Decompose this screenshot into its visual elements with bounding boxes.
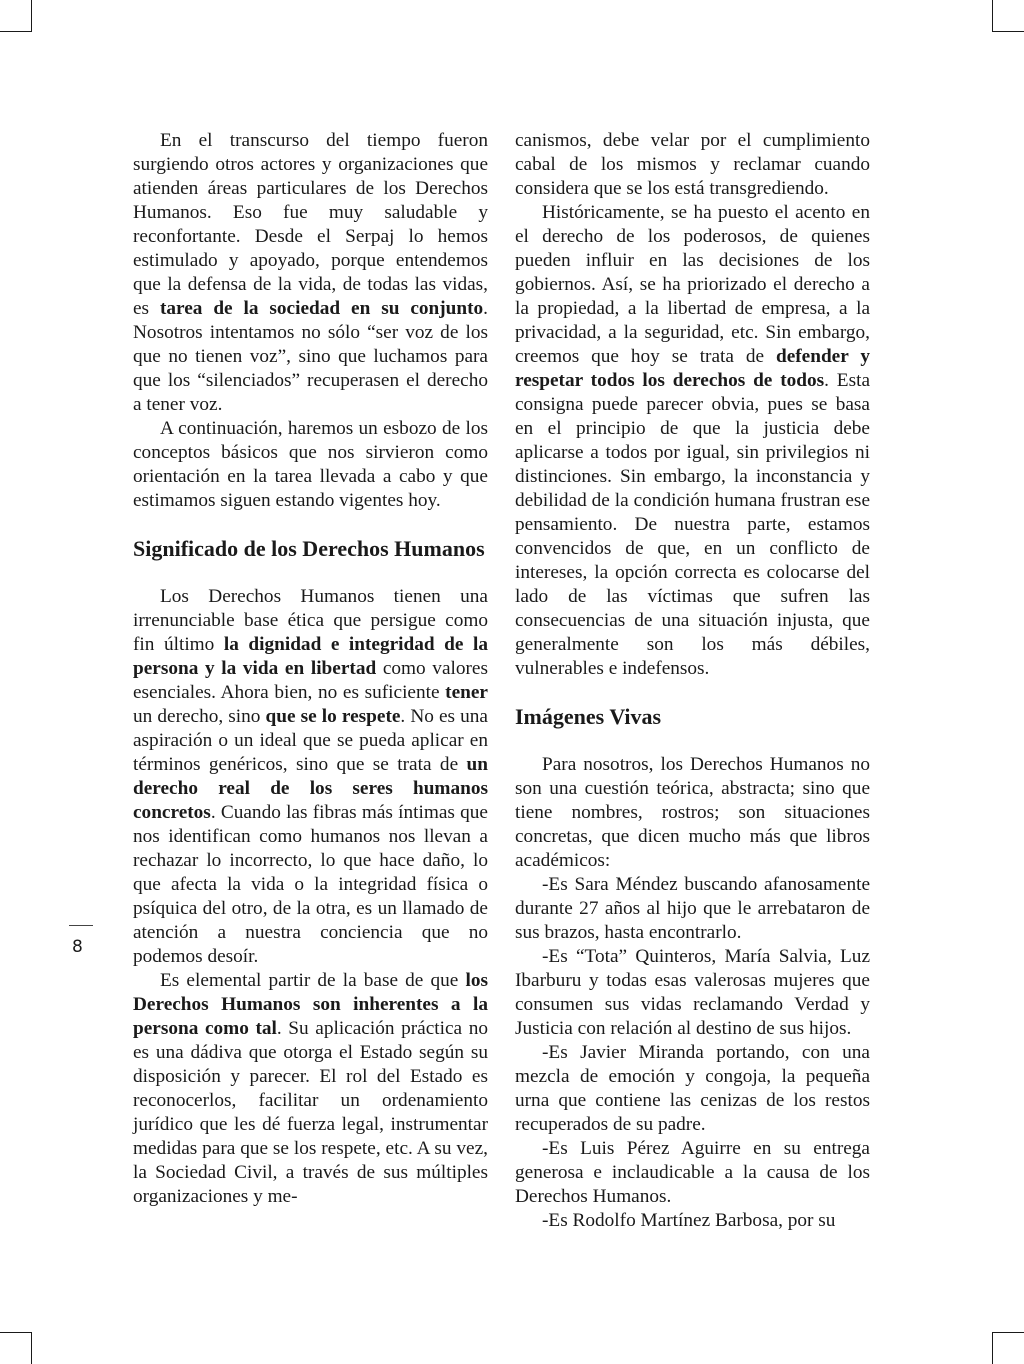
bold-text: tener <box>445 682 488 703</box>
folio-rule <box>69 925 93 926</box>
paragraph-sara-mendez: -Es Sara Méndez buscando afanosamente durante 27 años al hijo que le arrebataron de sus brazos, hasta encontrarlo. <box>515 874 870 943</box>
right-column <box>515 129 870 1233</box>
text: . Nosotros intentamos no sólo “ser voz de los que no tienen voz”, sino que luchamos para que los “silenciados” recuperasen el derecho a tener voz. <box>133 298 488 415</box>
bold-text: defender y respetar todos los derechos de todos <box>515 346 870 391</box>
bold-text: la dignidad e integridad de la persona y la vida en libertad <box>133 634 488 679</box>
text: Es elemental partir de la base de que <box>160 970 466 991</box>
crop-mark-bottom-left-h <box>0 1332 32 1333</box>
paragraph-rodolfo-martinez: -Es Rodolfo Martínez Barbosa, por su <box>542 1210 836 1231</box>
bold-text: que se lo respete <box>265 706 401 727</box>
text: Históricamente, se ha puesto el acento en el derecho de los poderosos, de quienes pueden influir en las decisiones de los gobiernos. Así, se ha priorizado el derecho a la propiedad, a la libertad de empresa, a la privacidad, a la seguridad, etc. Sin embargo, creemos que hoy se trata de <box>515 202 870 367</box>
section-heading-imagenes-vivas: Imágenes Vivas <box>515 704 662 729</box>
text: un derecho, sino <box>133 706 266 727</box>
section-heading-significado: Significado de los Derechos Humanos <box>133 536 485 561</box>
left-column <box>133 129 488 1209</box>
crop-mark-top-right <box>992 0 993 32</box>
paragraph-luis-perez: -Es Luis Pérez Aguirre en su entrega generosa e inclaudicable a la causa de los Derechos Humanos. <box>515 1138 870 1207</box>
page-number: 8 <box>72 937 83 957</box>
text: Los Derechos Humanos tienen una irrenunciable base ética que persigue como fin último <box>133 586 488 655</box>
paragraph-historicamente <box>515 201 870 681</box>
paragraph-serpaj <box>133 129 488 417</box>
text: . Esta consigna puede parecer obvia, pues se basa en el principio de que la justicia debe aplicarse a todos por igual, sin privilegios ni distinciones. Sin embargo, la inconstancia y debilidad de la condición humana frustran ese pensamiento. De nuestra parte, estamos convencidos de que, en un conflicto de intereses, la opción correcta es colocarse del lado de las víctimas que sufren las consecuencias de una situación injusta, que generalmente son los más débiles, vulnerables e indefensos. <box>515 370 870 679</box>
crop-mark-bottom-right <box>992 1332 993 1364</box>
paragraph-tota-quinteros: -Es “Tota” Quinteros, María Salvia, Luz Ibarburu y todas esas valerosas mujeres que consumen sus vidas reclamando Verdad y Justicia con relación al destino de sus hijos. <box>515 946 870 1039</box>
text: . Su aplicación práctica no es una dádiva que otorga el Estado según su disposición y parecer. El rol del Estado es reconocerlos, facilitar un ordenamiento jurídico que les dé fuerza legal, instrumentar medidas para que se los respete, etc. A su vez, la Sociedad Civil, a través de sus múltiples organizaciones y me- <box>133 1018 488 1207</box>
bold-text: los Derechos Humanos son inherentes a la persona como tal <box>133 970 488 1039</box>
paragraph-inherentes <box>133 969 488 1209</box>
bold-text: tarea de la sociedad en su conjunto <box>159 298 484 319</box>
text: . Cuando las fibras más íntimas que nos identifican como humanos nos llevan a rechazar lo incorrecto, lo que hace daño, lo que afecta la vida o la integridad física o psíquica del otro, de la otra, es un llamado de atención a nuestra conciencia que no podemos desoír. <box>133 802 488 967</box>
bold-text: un derecho real de los seres humanos concretos <box>133 754 488 823</box>
crop-mark-bottom-right-h <box>992 1332 1024 1333</box>
paragraph-mecanismos-cont: canismos, debe velar por el cumplimiento cabal de los mismos y reclamar cuando considera que se los está transgrediendo. <box>515 130 870 199</box>
text: . No es una aspiración o un ideal que se pueda aplicar en términos genéricos, sino que se trata de <box>133 706 488 775</box>
paragraph-javier-miranda: -Es Javier Miranda portando, con una mezcla de emoción y congoja, la pequeña urna que contiene las cenizas de los restos recuperados de su padre. <box>515 1042 870 1135</box>
paragraph-base-etica <box>133 585 488 969</box>
text: En el transcurso del tiempo fueron surgiendo otros actores y organizaciones que atienden áreas particulares de los Derechos Humanos. Eso fue muy saludable y reconfortante. Desde el Serpaj lo hemos estimulado y apoyado, porque entendemos que la defensa de la vida, de todas las vidas, es <box>133 130 488 319</box>
paragraph-para-nosotros: Para nosotros, los Derechos Humanos no son una cuestión teórica, abstracta; sino que tiene nombres, rostros; son situaciones concretas, que dicen mucho más que libros académicos: <box>515 754 870 871</box>
crop-mark-top-right-h <box>992 31 1024 32</box>
crop-mark-top-left-h <box>0 31 32 32</box>
paragraph-esbozo: A continuación, haremos un esbozo de los conceptos básicos que nos sirvieron como orientación en la tarea llevada a cabo y que estimamos siguen estando vigentes hoy. <box>133 418 488 511</box>
crop-mark-top-left <box>31 0 32 32</box>
text: como valores esenciales. Ahora bien, no es suficiente <box>133 658 488 703</box>
crop-mark-bottom-left <box>31 1332 32 1364</box>
